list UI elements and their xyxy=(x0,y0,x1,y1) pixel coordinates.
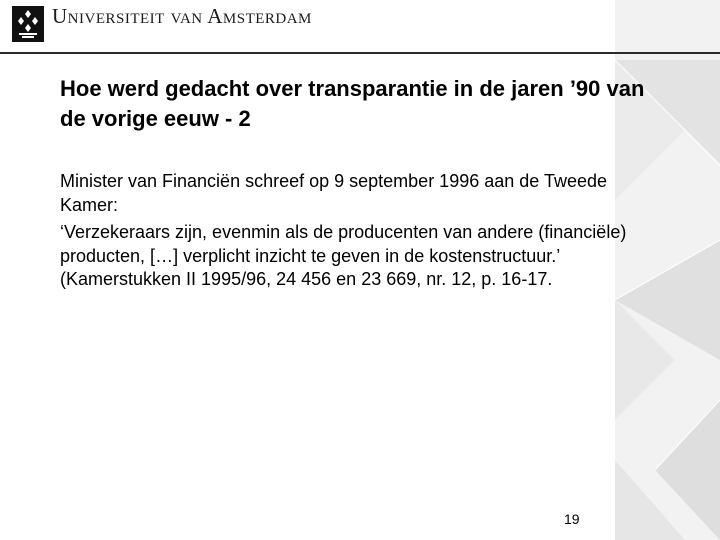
institution-name: Universiteit van Amsterdam xyxy=(52,4,312,28)
header-divider xyxy=(0,52,720,54)
page-number: 19 xyxy=(564,511,580,527)
body-paragraph: ‘Verzekeraars zijn, evenmin als de producenten van andere (financiële) producten, […] verplicht inzicht te geven in de kostenstructuur.’ (Kamerstukken II 1995/96, 24 456 en 23 669, nr. 12, p. 16-17. xyxy=(60,222,627,289)
slide-body xyxy=(60,170,660,296)
uva-crest-icon xyxy=(12,6,44,42)
body-paragraph: Minister van Financiën schreef op 9 september 1996 aan de Tweede Kamer: xyxy=(60,171,608,215)
slide-title: Hoe werd gedacht over transparantie in de jaren ’90 van de vorige eeuw - 2 xyxy=(60,76,645,131)
